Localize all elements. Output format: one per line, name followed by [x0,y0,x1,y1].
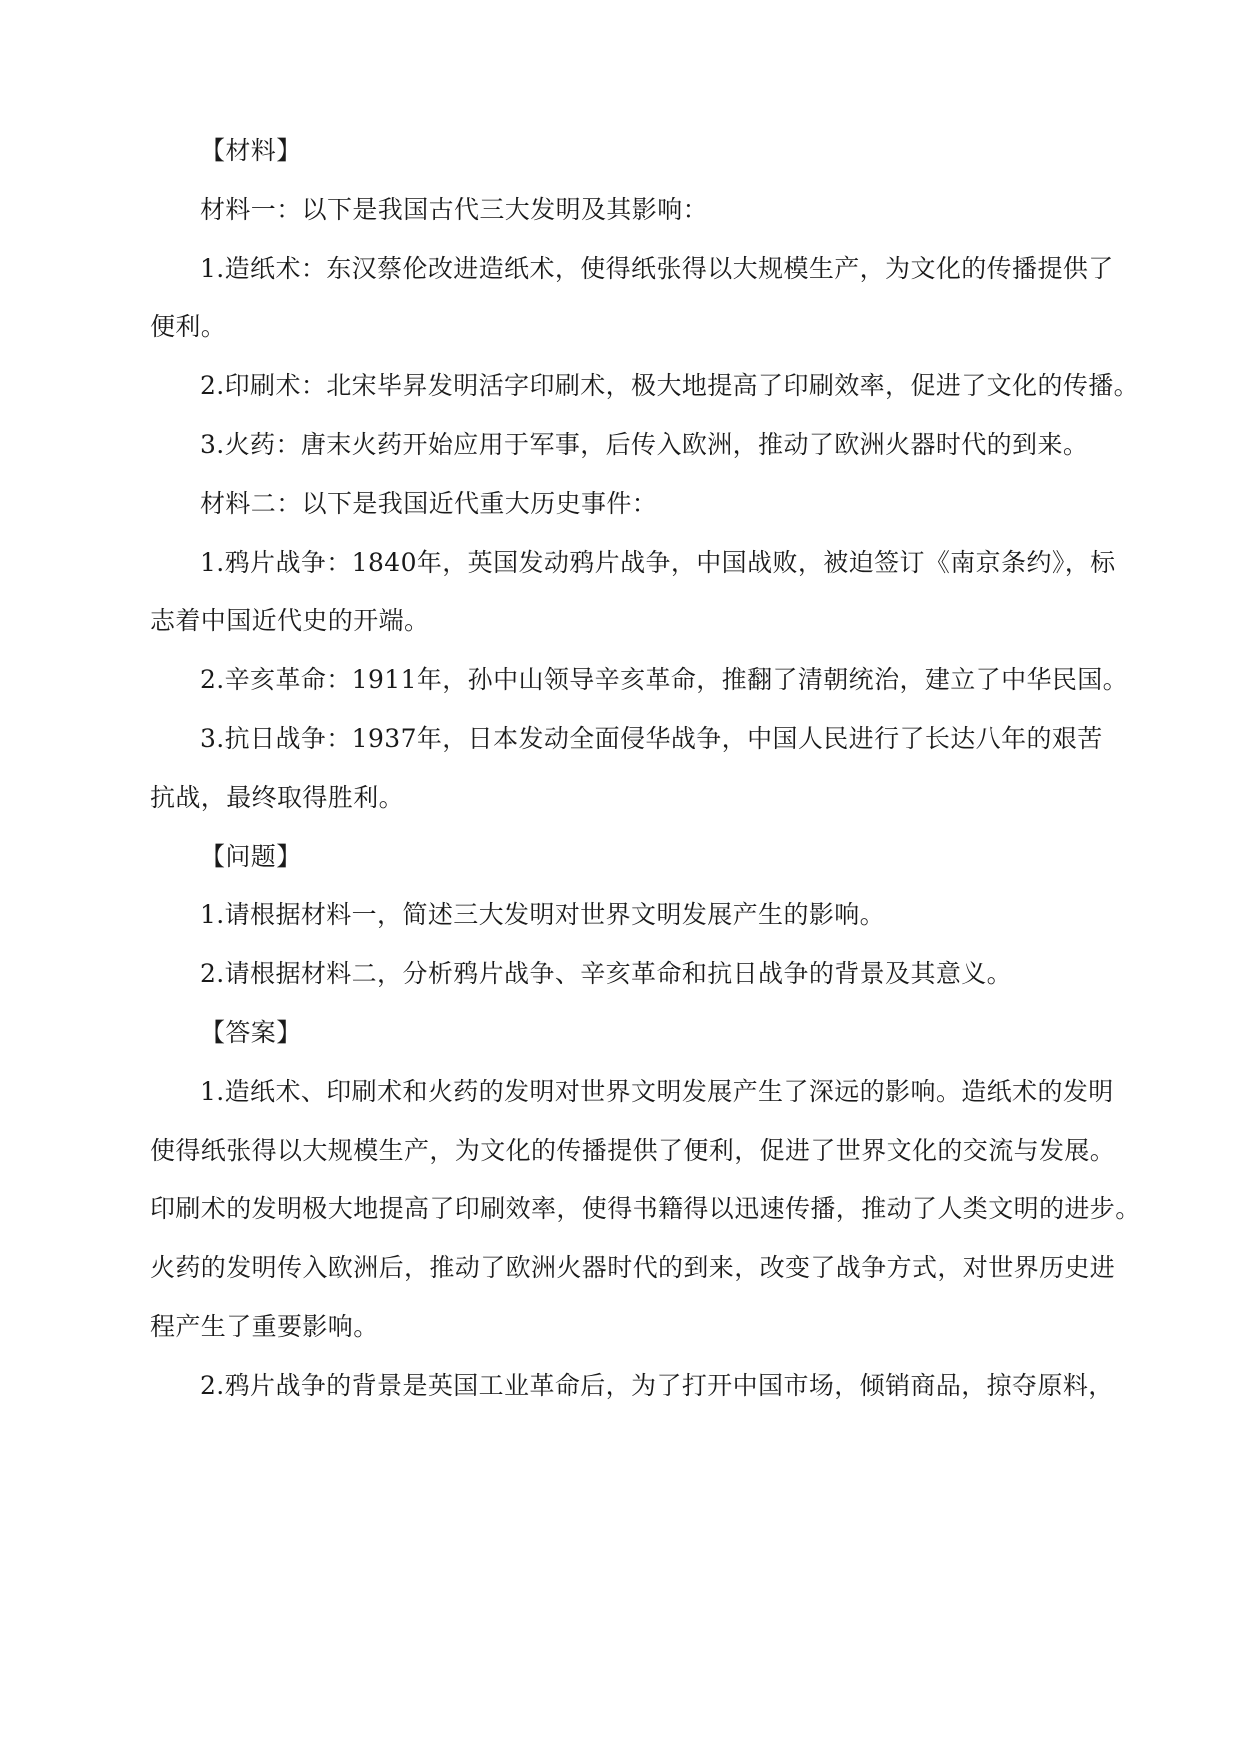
material2-item3-line1: 3.抗日战争：1937年，日本发动全面侵华战争，中国人民进行了长达八年的艰苦 [200,724,1103,753]
material1-item3: 3.火药：唐末火药开始应用于军事，后传入欧洲，推动了欧洲火器时代的到来。 [200,430,1089,459]
material1-intro: 材料一：以下是我国古代三大发明及其影响： [200,195,709,224]
material2-item1-line2: 志着中国近代史的开端。 [150,606,430,635]
answer1-line3: 印刷术的发明极大地提高了印刷效率，使得书籍得以迅速传播，推动了人类文明的进步。 [150,1194,1141,1223]
section-heading-question: 【问题】 [200,842,302,871]
material1-item1-line1: 1.造纸术：东汉蔡伦改进造纸术，使得纸张得以大规模生产，为文化的传播提供了 [200,254,1114,283]
material2-item2: 2.辛亥革命：1911年，孙中山领导辛亥革命，推翻了清朝统治，建立了中华民国。 [200,665,1129,694]
material2-intro: 材料二：以下是我国近代重大历史事件： [200,489,658,518]
answer1-line5: 程产生了重要影响。 [150,1312,379,1341]
answer1-line1: 1.造纸术、印刷术和火药的发明对世界文明发展产生了深远的影响。造纸术的发明 [200,1077,1114,1106]
material1-item1-line2: 便利。 [150,312,227,341]
section-heading-material: 【材料】 [200,136,302,165]
material1-item2: 2.印刷术：北宋毕昇发明活字印刷术，极大地提高了印刷效率，促进了文化的传播。 [200,371,1140,400]
material2-item3-line2: 抗战，最终取得胜利。 [150,783,405,812]
material2-item1-line1: 1.鸦片战争：1840年，英国发动鸦片战争，中国战败，被迫签订《南京条约》，标 [200,548,1116,577]
answer2-line1: 2.鸦片战争的背景是英国工业革命后，为了打开中国市场，倾销商品，掠夺原料， [200,1371,1114,1400]
question-2: 2.请根据材料二，分析鸦片战争、辛亥革命和抗日战争的背景及其意义。 [200,959,1013,988]
section-heading-answer: 【答案】 [200,1018,302,1047]
answer1-line4: 火药的发明传入欧洲后，推动了欧洲火器时代的到来，改变了战争方式，对世界历史进 [150,1253,1116,1282]
answer1-line2: 使得纸张得以大规模生产，为文化的传播提供了便利，促进了世界文化的交流与发展。 [150,1136,1116,1165]
question-1: 1.请根据材料一，简述三大发明对世界文明发展产生的影响。 [200,900,886,929]
